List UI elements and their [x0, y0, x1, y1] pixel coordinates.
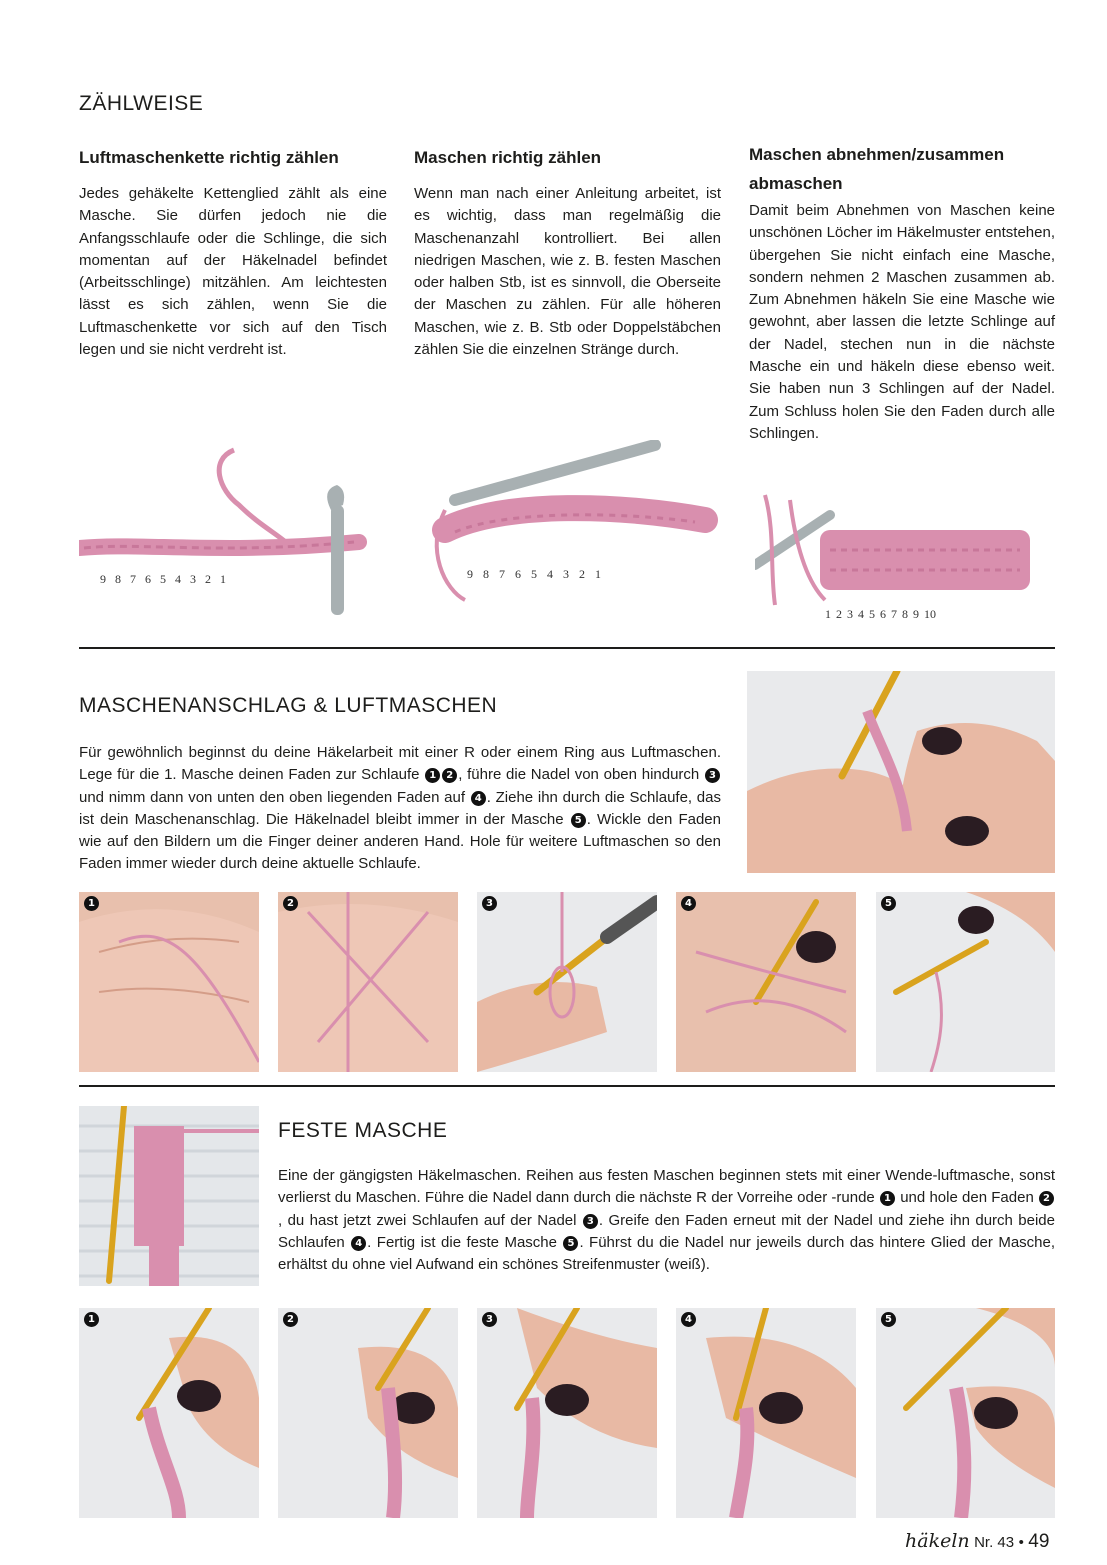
- stitch-count-labels: 1 2 3 4 5 6 7 8 9 10: [825, 607, 936, 621]
- section-divider: [79, 647, 1055, 649]
- single-crochet-illustration: [79, 1106, 259, 1286]
- anschlag-text: [79, 742, 721, 876]
- step-number-badge: 4: [351, 1236, 366, 1251]
- step-number-badge: 5: [881, 896, 896, 911]
- column-text: Wenn man nach einer Anleitung arbeitet, ist es wichtig, dass man regelmäßig die Maschenanzahl kontrolliert. Bei allen niedrigen Maschen, wie z. B. festen Maschen oder halben Stb, ist es sinnvoll, die Oberseite der Maschen zu zählen. Für alle höheren Maschen, wie z. B. Stb oder Doppelstäbchen zählen Sie die einzelnen Stränge durch.: [414, 185, 721, 359]
- text-part: . Greife den Faden erneut mit der Nadel und ziehe ihn durch beide Schlaufen: [278, 1211, 1055, 1251]
- decrease-illustration: [755, 490, 1035, 610]
- step-number-badge: 4: [681, 1312, 696, 1327]
- column-abnehmen: [749, 140, 1055, 445]
- step-photo-4: [676, 892, 856, 1072]
- column-text: Jedes gehäkelte Kettenglied zählt als eine Masche. Sie dürfen jedoch nie die Anfangsschlaufe oder die Schlinge, die sich momentan auf der Häkelnadel befindet (Arbeitsschlinge) mitzählen. Am leichtesten lässt es sich zählen, wenn Sie die Luftmaschenkette vor sich auf den Tisch legen und sie nicht verdreht ist.: [79, 185, 387, 359]
- step-photo-4: [676, 1308, 856, 1518]
- hook-loop-illustration: [477, 892, 657, 1072]
- step-photo-1: [79, 1308, 259, 1518]
- step-number-badge: 4: [471, 791, 486, 806]
- step-number-badge: 3: [583, 1214, 598, 1229]
- text-part: und hole den Faden: [900, 1189, 1034, 1207]
- step-photo-5: [876, 892, 1055, 1072]
- hand-crochet-illustration: [477, 1308, 657, 1518]
- section-title-anschlag: MASCHENANSCHLAG & LUFTMASCHEN: [79, 694, 498, 717]
- step-number-badge: 5: [881, 1312, 896, 1327]
- step-number-badge: 5: [571, 813, 586, 828]
- palm-illustration: [278, 892, 458, 1072]
- hero-photo-chain: [747, 671, 1055, 873]
- text-part: . Wickle den Faden wie auf den Bildern um die Finger deiner anderen Hand. Hole für weitere Luftmaschen so den Faden immer wieder durch deine aktuelle Schlaufe.: [79, 810, 721, 873]
- step-number-badge: 3: [482, 1312, 497, 1327]
- page-number: 49: [1028, 1531, 1050, 1552]
- step-photo-3: [477, 892, 657, 1072]
- hand-hook-illustration: [676, 892, 856, 1072]
- text-part: . Ziehe ihn durch die Schlaufe, das ist dein Maschenanschlag. Die Häkelnadel bleibt immer in der Masche: [79, 788, 721, 828]
- step-number-badge: 3: [705, 768, 720, 783]
- step-photo-3: [477, 1308, 657, 1518]
- section-title-zaehlweise: ZÄHLWEISE: [79, 92, 204, 115]
- section-title-feste-masche: FESTE MASCHE: [278, 1119, 448, 1142]
- stitch-count-labels: 9 8 7 6 5 4 3 2 1: [100, 572, 226, 586]
- text-part: , du hast jetzt zwei Schlaufen auf der Nadel: [278, 1211, 577, 1229]
- chain-illustration: [79, 430, 379, 615]
- step-number-badge: 1: [84, 896, 99, 911]
- column-text: Damit beim Abnehmen von Maschen keine unschönen Löcher im Häkelmuster entstehen, übergehen Sie nicht einfach eine Masche, sondern nehmen 2 Maschen zusammen ab. Zum Abnehmen häkeln Sie eine Masche wie gewohnt, aber lassen die letzte Schlinge auf der Nadel, stechen nun in die nächste Masche ein und häkeln diese ebenso weit. Sie haben nun 3 Schlingen auf der Nadel. Zum Schluss holen Sie den Faden durch alle Schlingen.: [749, 202, 1056, 442]
- step-number-badge: 1: [880, 1191, 895, 1206]
- step-number-badge: 2: [1039, 1191, 1054, 1206]
- step-number-badge: 5: [563, 1236, 578, 1251]
- step-photo-5: [876, 1308, 1055, 1518]
- column-luftmaschenkette: [79, 143, 387, 361]
- hand-hook-illustration: [876, 892, 1055, 1072]
- page-footer: [905, 1530, 1049, 1553]
- issue-number: Nr. 43: [974, 1534, 1015, 1551]
- column-heading: Maschen abnehmen/zusammen abmaschen: [749, 145, 1005, 193]
- column-maschen-zaehlen: [414, 143, 721, 361]
- column-heading: Maschen richtig zählen: [414, 148, 602, 167]
- step-number-badge: 1: [425, 768, 440, 783]
- text-part: . Führst du die Nadel nur jeweils durch das hintere Glied der Masche, erhältst du ohne viel Aufwand ein schönes Streifenmuster (weiß).: [278, 1233, 1056, 1274]
- hand-crochet-illustration: [79, 1308, 259, 1518]
- decrease-photo: [755, 490, 1035, 610]
- step-number-badge: 3: [482, 896, 497, 911]
- step-number-badge: 4: [681, 896, 696, 911]
- text-part: , führe die Nadel von oben hindurch: [458, 766, 700, 784]
- feste-masche-hero-photo: [79, 1106, 259, 1286]
- text-part: Eine der gängigsten Häkelmaschen. Reihen aus festen Maschen beginnen stets mit einer Wende-luftmasche, sonst verlierst du Maschen. Führe die Nadel dann durch die nächste R der Vorreihe oder -runde: [278, 1167, 1055, 1207]
- step-number-badge: 2: [283, 896, 298, 911]
- step-number-badge: 2: [283, 1312, 298, 1327]
- step-photo-1: [79, 892, 259, 1072]
- step-photo-2: [278, 892, 458, 1072]
- hand-crochet-illustration: [876, 1308, 1055, 1518]
- column-heading: Luftmaschenkette richtig zählen: [79, 148, 339, 167]
- step-photo-2: [278, 1308, 458, 1518]
- text-part: und nimm dann von unten den oben liegenden Faden auf: [79, 788, 466, 806]
- stitch-count-labels: 9 8 7 6 5 4 3 2 1: [467, 567, 601, 581]
- chain-photo: [79, 430, 379, 615]
- step-number-badge: 1: [84, 1312, 99, 1327]
- hand-crochet-illustration: [747, 671, 1055, 873]
- text-part: . Fertig ist die feste Masche: [367, 1233, 557, 1251]
- step-number-badge: 2: [442, 768, 457, 783]
- magazine-name: häkeln: [905, 1530, 970, 1552]
- hand-crochet-illustration: [278, 1308, 458, 1518]
- text-part: Für gewöhnlich beginnst du deine Häkelarbeit mit einer R oder einem Ring aus Luftmaschen. Lege für die 1. Masche deinen Faden zur Schlaufe: [79, 744, 721, 784]
- footer-bullet: •: [1018, 1534, 1024, 1551]
- palm-illustration: [79, 892, 259, 1072]
- hand-crochet-illustration: [676, 1308, 856, 1518]
- feste-masche-text: [278, 1165, 1055, 1276]
- section-divider: [79, 1085, 1055, 1087]
